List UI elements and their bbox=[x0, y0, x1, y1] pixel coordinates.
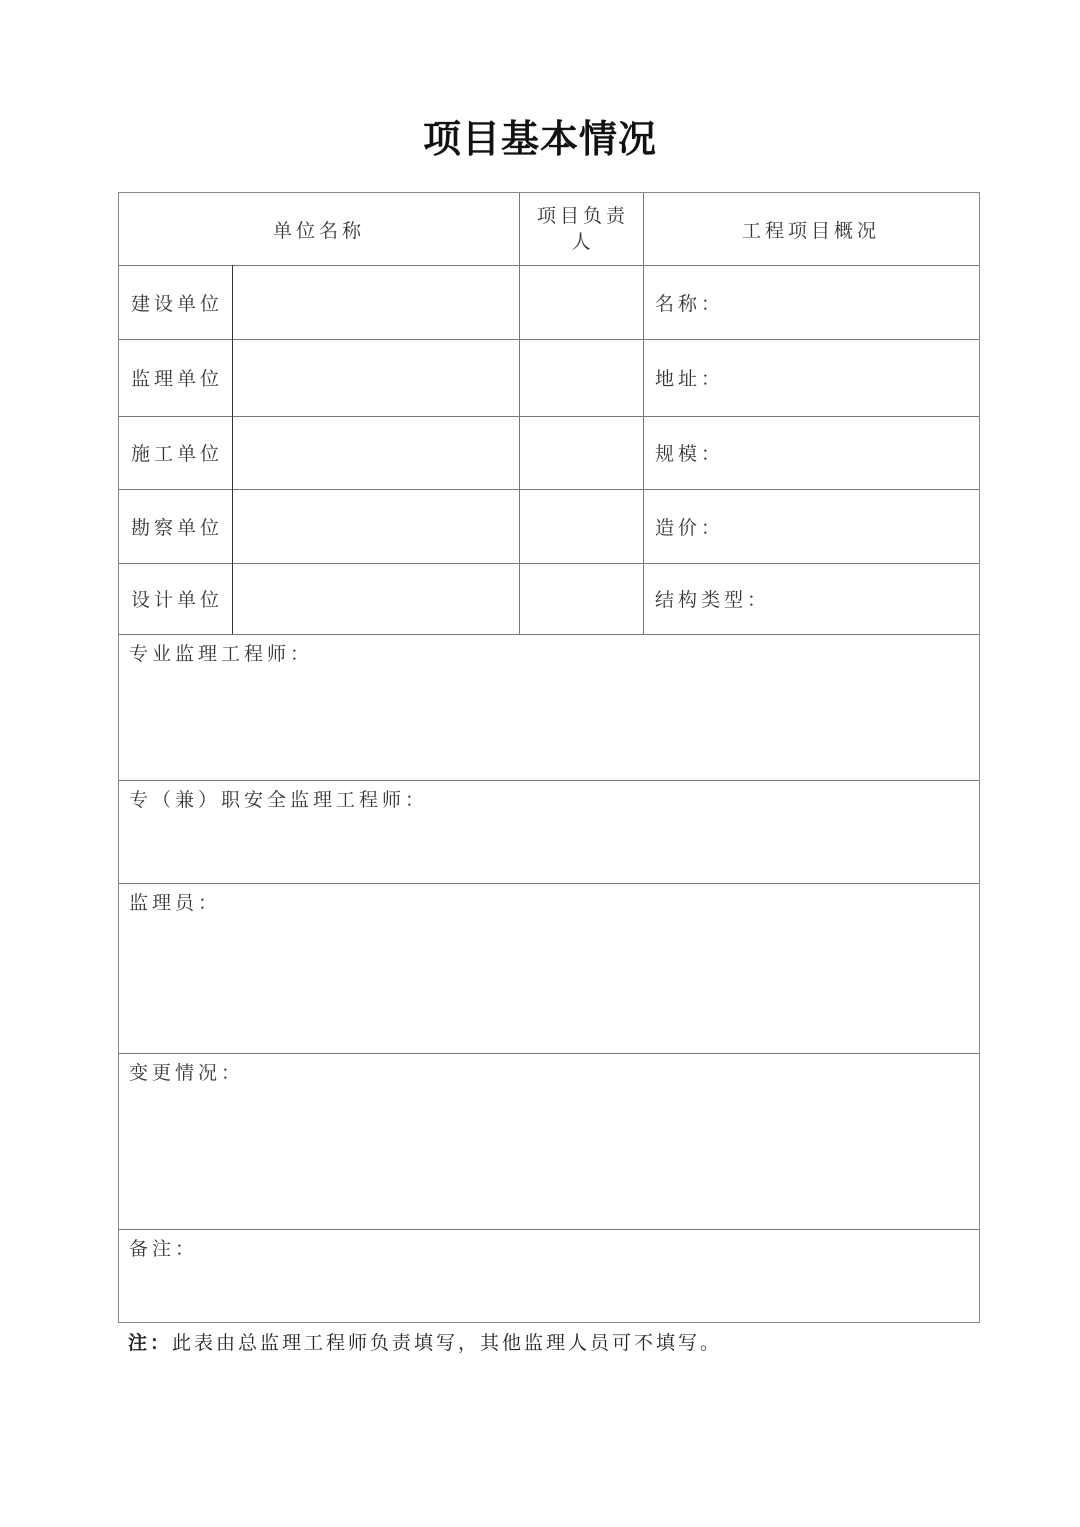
header-project-leader: 项目负责人 bbox=[536, 205, 629, 253]
divider bbox=[119, 1053, 979, 1054]
leader-field[interactable] bbox=[520, 416, 643, 489]
unit-type-survey: 勘察单位 bbox=[131, 516, 224, 539]
section-professional-engineer: 专业监理工程师： bbox=[129, 643, 314, 665]
project-info-table bbox=[118, 192, 980, 1323]
leader-field[interactable] bbox=[520, 339, 643, 416]
unit-name-field[interactable] bbox=[233, 563, 519, 634]
header-unit-name: 单位名称 bbox=[272, 219, 365, 242]
overview-structure-label: 结构类型： bbox=[655, 589, 771, 611]
unit-type-design: 设计单位 bbox=[131, 589, 224, 611]
unit-name-field[interactable] bbox=[233, 265, 519, 339]
section-supervisor: 监理员： bbox=[129, 892, 222, 914]
unit-type-supervision: 监理单位 bbox=[131, 368, 224, 390]
unit-type-contractor: 施工单位 bbox=[131, 443, 224, 465]
divider bbox=[119, 634, 979, 635]
section-changes: 变更情况： bbox=[129, 1062, 245, 1084]
footnote-text: 此表由总监理工程师负责填写，其他监理人员可不填写。 bbox=[172, 1332, 723, 1354]
section-remarks: 备注： bbox=[129, 1238, 199, 1260]
leader-field[interactable] bbox=[520, 563, 643, 634]
section-safety-engineer: 专（兼）职安全监理工程师： bbox=[129, 789, 429, 811]
divider bbox=[119, 780, 979, 781]
unit-type-construction: 建设单位 bbox=[131, 292, 224, 315]
overview-scale-label: 规模： bbox=[655, 443, 725, 465]
footnote-prefix: 注： bbox=[128, 1332, 173, 1354]
divider bbox=[119, 1229, 979, 1230]
overview-address-label: 地址： bbox=[655, 368, 725, 390]
overview-name-label: 名称： bbox=[655, 292, 725, 315]
footnote bbox=[128, 1328, 722, 1355]
unit-name-field[interactable] bbox=[233, 416, 519, 489]
divider bbox=[119, 883, 979, 884]
leader-field[interactable] bbox=[520, 265, 643, 339]
unit-name-field[interactable] bbox=[233, 489, 519, 563]
header-project-overview: 工程项目概况 bbox=[741, 219, 880, 242]
overview-cost-label: 造价： bbox=[655, 516, 725, 539]
unit-name-field[interactable] bbox=[233, 339, 519, 416]
leader-field[interactable] bbox=[520, 489, 643, 563]
page-title: 项目基本情况 bbox=[422, 117, 657, 161]
